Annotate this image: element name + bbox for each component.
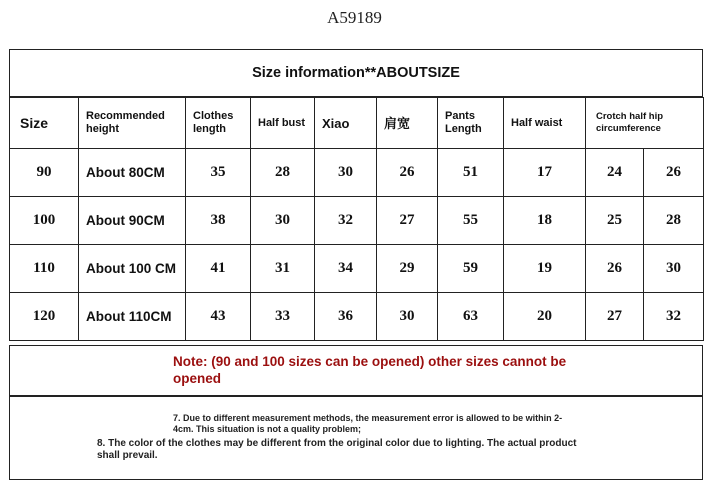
cell-size: 110 [10, 245, 79, 293]
cell-shoulder: 26 [377, 149, 438, 197]
cell-waist: 20 [504, 293, 586, 341]
cell-height: About 100 CM [79, 245, 186, 293]
cell-bust: 30 [251, 197, 315, 245]
header-crotch-hip-label: Crotch half hip circumference [596, 111, 664, 134]
cell-waist: 18 [504, 197, 586, 245]
cell-xiao: 30 [315, 149, 377, 197]
header-recommended-height: Recommended height [79, 98, 186, 149]
table-row [10, 293, 704, 341]
cell-height: About 80CM [79, 149, 186, 197]
cell-waist: 19 [504, 245, 586, 293]
size-table [9, 97, 704, 341]
cell-pants: 51 [438, 149, 504, 197]
header-shoulder: 肩宽 [377, 98, 438, 149]
cell-hip: 28 [644, 197, 704, 245]
table-row [10, 245, 704, 293]
table-row [10, 149, 704, 197]
cell-bust: 33 [251, 293, 315, 341]
cell-clothes: 35 [186, 149, 251, 197]
cell-waist: 17 [504, 149, 586, 197]
size-info-title: Size information**ABOUTSIZE [9, 49, 703, 97]
cell-crotch: 26 [586, 245, 644, 293]
cell-clothes: 43 [186, 293, 251, 341]
cell-shoulder: 29 [377, 245, 438, 293]
cell-clothes: 41 [186, 245, 251, 293]
cell-hip: 32 [644, 293, 704, 341]
table-row [10, 197, 704, 245]
cell-xiao: 34 [315, 245, 377, 293]
cell-bust: 31 [251, 245, 315, 293]
cell-height: About 90CM [79, 197, 186, 245]
cell-bust: 28 [251, 149, 315, 197]
product-code: A59189 [327, 8, 382, 27]
cell-crotch: 27 [586, 293, 644, 341]
cell-shoulder: 27 [377, 197, 438, 245]
header-half-waist: Half waist [504, 98, 586, 149]
cell-height: About 110CM [79, 293, 186, 341]
header-xiao: Xiao [315, 98, 377, 149]
cell-crotch: 25 [586, 197, 644, 245]
cell-pants: 59 [438, 245, 504, 293]
note-box [9, 345, 703, 396]
cell-crotch: 24 [586, 149, 644, 197]
cell-xiao: 32 [315, 197, 377, 245]
cell-xiao: 36 [315, 293, 377, 341]
header-half-bust: Half bust [251, 98, 315, 149]
cell-hip: 26 [644, 149, 704, 197]
remark-color-difference: 8. The color of the clothes may be different from the original color due to lighting. The actual product shall prevail. [97, 438, 577, 461]
cell-size: 100 [10, 197, 79, 245]
remarks-box [9, 396, 703, 480]
header-pants-length: Pants Length [438, 98, 504, 149]
cell-size: 120 [10, 293, 79, 341]
sizing-note: Note: (90 and 100 sizes can be opened) other sizes cannot be opened [173, 354, 567, 386]
cell-pants: 55 [438, 197, 504, 245]
cell-shoulder: 30 [377, 293, 438, 341]
header-size: Size [10, 98, 79, 149]
header-clothes-length: Clothes length [186, 98, 251, 149]
header-crotch-hip [586, 98, 704, 149]
cell-clothes: 38 [186, 197, 251, 245]
remark-measurement-error: 7. Due to different measurement methods, the measurement error is allowed to be within 2-4cm. This situation is not a quality problem; [173, 413, 563, 434]
cell-hip: 30 [644, 245, 704, 293]
cell-pants: 63 [438, 293, 504, 341]
header-row [10, 98, 704, 149]
cell-size: 90 [10, 149, 79, 197]
